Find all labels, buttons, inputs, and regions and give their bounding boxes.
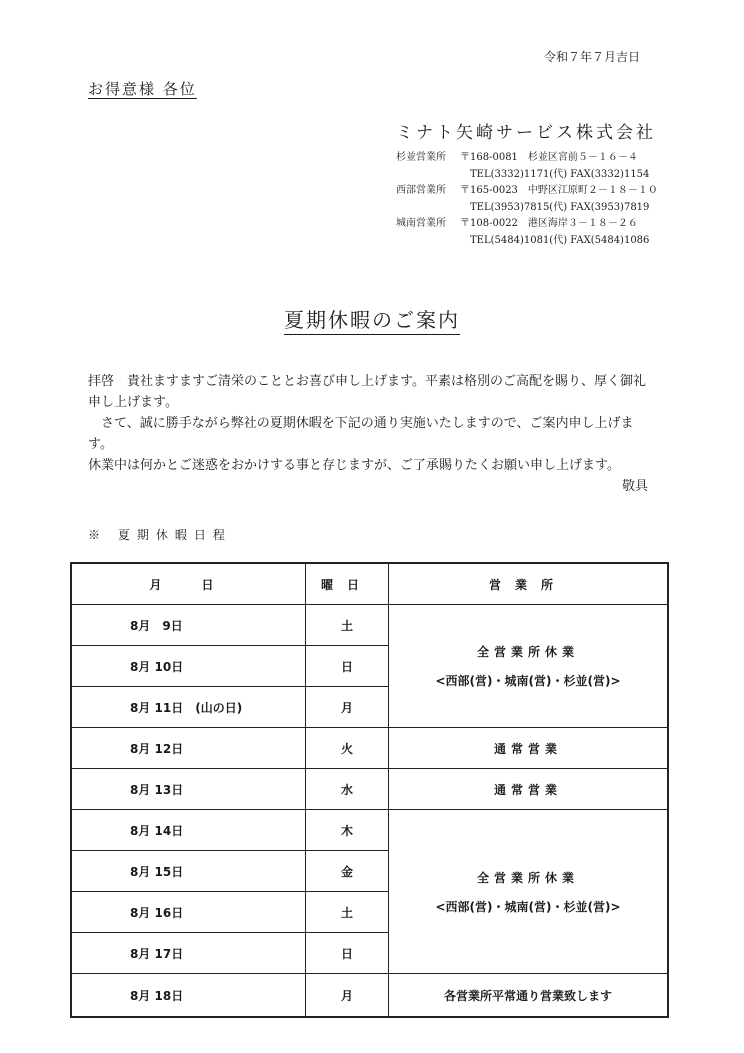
office-address: 〒168-0081 杉並区宮前５－１６－４ xyxy=(460,152,638,163)
weekday-cell: 土 xyxy=(306,605,389,646)
table-row xyxy=(71,605,668,646)
apology-paragraph: 休業中は何かとご迷惑をおかけする事と存じますが、ご了承賜りたくお願い申し上げます。 xyxy=(88,458,620,473)
closed-offices: <西部(営)・城南(営)・杉並(営)> xyxy=(435,899,621,914)
closed-offices: <西部(営)・城南(営)・杉並(営)> xyxy=(435,674,621,688)
weekday-cell: 金 xyxy=(306,851,389,892)
table-row xyxy=(71,974,668,1018)
office-tel: TEL(5484)1081(代) FAX(5484)1086 xyxy=(470,234,650,246)
office-name: 杉並営業所 xyxy=(396,152,446,163)
schedule-heading: ※ 夏期休暇日程 xyxy=(88,528,232,542)
office-name: 西部営業所 xyxy=(396,185,446,196)
table-header-row xyxy=(71,563,668,605)
issue-date: 令和７年７月吉日 xyxy=(543,50,640,64)
office-tel: TEL(3332)1171(代) FAX(3332)1154 xyxy=(470,168,650,180)
date-cell: 8月 16日 xyxy=(71,892,306,933)
table-row xyxy=(71,810,668,851)
table-row xyxy=(71,728,668,769)
weekday-cell: 木 xyxy=(306,810,389,851)
date-cell: 8月 11日 (山の日) xyxy=(71,687,306,728)
date-cell: 8月 9日 xyxy=(71,605,306,646)
weekday-cell: 日 xyxy=(306,933,389,974)
holiday-schedule-table xyxy=(70,562,669,1018)
weekday-cell: 日 xyxy=(306,646,389,687)
office-suginami xyxy=(396,150,660,183)
weekday-cell: 水 xyxy=(306,769,389,810)
recipient: お得意様 各位 xyxy=(88,80,197,98)
status-cell-open: 通常営業 xyxy=(389,769,669,810)
weekday-cell: 月 xyxy=(306,974,389,1018)
weekday-cell: 月 xyxy=(306,687,389,728)
notice-body xyxy=(88,371,648,497)
office-address: 〒108-0022 港区海岸３－１８－２６ xyxy=(460,218,638,229)
closed-status: 全営業所休業 xyxy=(476,870,579,885)
status-cell-closed xyxy=(389,810,669,974)
closing-phrase: 敬具 xyxy=(621,479,648,494)
office-seibu xyxy=(396,183,660,216)
greeting-paragraph: 拝啓 貴社ますますご清栄のこととお喜び申し上げます。平素は格別のご高配を賜り、厚く御礼申し上げます。 xyxy=(88,374,646,410)
date-cell: 8月 10日 xyxy=(71,646,306,687)
page-title-wrapper xyxy=(0,304,744,333)
date-cell: 8月 17日 xyxy=(71,933,306,974)
date-cell: 8月 14日 xyxy=(71,810,306,851)
date-cell: 8月 18日 xyxy=(71,974,306,1018)
status-cell-open: 通常営業 xyxy=(389,728,669,769)
date-cell: 8月 12日 xyxy=(71,728,306,769)
announcement-paragraph: さて、誠に勝手ながら弊社の夏期休暇を下記の通り実施いたしますので、ご案内申し上げます。 xyxy=(88,416,634,452)
header-office: 営業所 xyxy=(389,563,669,605)
table-row xyxy=(71,769,668,810)
weekday-cell: 火 xyxy=(306,728,389,769)
header-weekday: 曜日 xyxy=(306,563,389,605)
office-tel: TEL(3953)7815(代) FAX(3953)7819 xyxy=(470,201,650,213)
weekday-cell: 土 xyxy=(306,892,389,933)
office-list xyxy=(396,150,660,249)
office-address: 〒165-0023 中野区江原町２－１８－１０ xyxy=(460,185,658,196)
company-name: ミナト矢崎サービス株式会社 xyxy=(396,123,656,143)
status-cell-closed xyxy=(389,605,669,728)
status-cell-resume: 各営業所平常通り営業致します xyxy=(389,974,669,1018)
office-name: 城南営業所 xyxy=(396,218,446,229)
header-date: 月 日 xyxy=(71,563,306,605)
page-title: 夏期休暇のご案内 xyxy=(284,308,460,335)
office-jonan xyxy=(396,216,660,249)
date-cell: 8月 13日 xyxy=(71,769,306,810)
date-cell: 8月 15日 xyxy=(71,851,306,892)
closed-status: 全営業所休業 xyxy=(476,645,579,659)
